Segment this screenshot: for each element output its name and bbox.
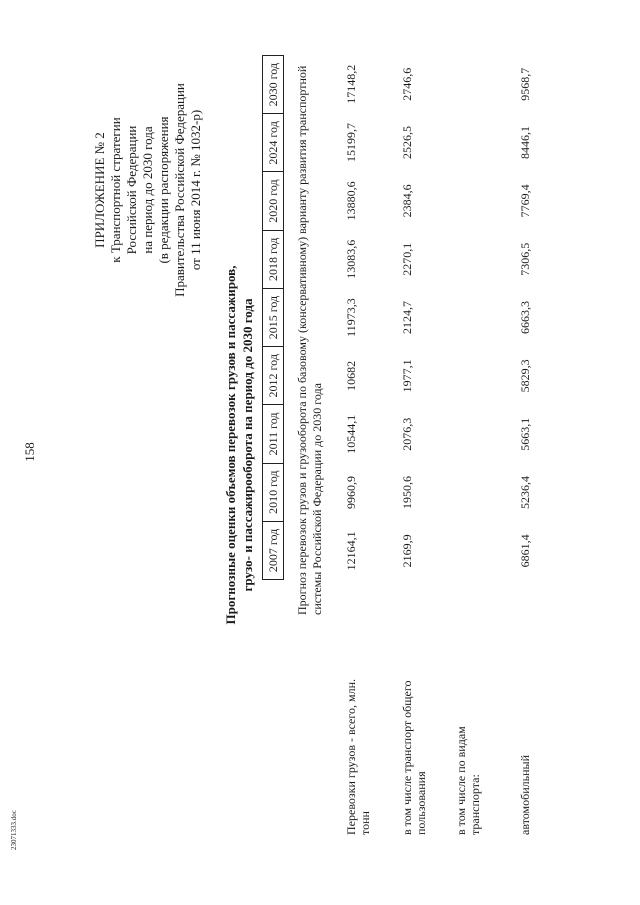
title-line-2: грузо- и пассажирооборота на период до 2030 года xyxy=(240,298,255,592)
table-cell: 10544,1 xyxy=(344,414,358,454)
table-cell: 2076,3 xyxy=(400,417,414,451)
year-header-cell: 2011 год xyxy=(263,404,283,462)
table-cell: 2270,1 xyxy=(400,242,414,276)
table-cell: 6861,4 xyxy=(518,534,532,568)
year-header-cell: 2030 год xyxy=(263,55,283,113)
table-cell: 10682 xyxy=(344,360,358,391)
appendix-header xyxy=(92,60,204,320)
table-cell: 9960,9 xyxy=(344,476,358,510)
row-label: в том числе по видам транспорта: xyxy=(454,726,482,835)
row-values xyxy=(344,55,359,580)
row-values xyxy=(518,55,533,580)
year-header-cell: 2007 год xyxy=(263,521,283,579)
year-header-cell: 2024 год xyxy=(263,113,283,171)
table-cell: 15199,7 xyxy=(344,123,358,163)
table-cell: 5829,3 xyxy=(518,359,532,393)
year-header-cell: 2012 год xyxy=(263,346,283,404)
row-values xyxy=(400,55,415,580)
table-cell: 5663,1 xyxy=(518,417,532,451)
table-cell: 1950,6 xyxy=(400,476,414,510)
document-id: 23071333.doc xyxy=(10,810,18,850)
table-cell: 7769,4 xyxy=(518,184,532,218)
appendix-line: ПРИЛОЖЕНИЕ № 2 xyxy=(92,132,107,248)
table-subheading: Прогноз перевозок грузов и грузооборота по базовому (консервативному) варианту развития транспортной системы Российской Федерации до 2030 года xyxy=(295,65,324,615)
page-number: 158 xyxy=(22,442,37,462)
table-cell: 5236,4 xyxy=(518,476,532,510)
table-cell: 1977,1 xyxy=(400,359,414,393)
appendix-line: Российской Федерации xyxy=(124,125,139,255)
table-cell: 7306,5 xyxy=(518,242,532,276)
appendix-line: на период до 2030 года xyxy=(140,126,155,254)
appendix-line: Правительства Российской Федерации xyxy=(172,83,187,297)
year-header-cell: 2010 год xyxy=(263,463,283,521)
table-cell: 13880,6 xyxy=(344,181,358,221)
table-cell: 12164,1 xyxy=(344,531,358,571)
table-cell: 2124,7 xyxy=(400,301,414,335)
row-label: Перевозки грузов - всего, млн. тонн xyxy=(344,678,372,835)
row-label: в том числе транспорт общего пользования xyxy=(400,680,428,835)
row-label: автомобильный xyxy=(518,754,532,835)
document-title xyxy=(222,185,256,705)
table-cell: 2384,6 xyxy=(400,184,414,218)
appendix-line: от 11 июня 2014 г. № 1032-р) xyxy=(188,109,203,271)
year-header-cell: 2018 год xyxy=(263,230,283,288)
year-header-cell: 2020 год xyxy=(263,171,283,229)
table-cell: 8446,1 xyxy=(518,126,532,160)
year-header-cell: 2015 год xyxy=(263,288,283,346)
title-line-1: Прогнозные оценки объемов перевозок грузов и пассажиров, xyxy=(223,265,238,625)
table-cell: 9568,7 xyxy=(518,67,532,101)
table-cell: 11973,3 xyxy=(344,298,358,337)
table-cell: 2169,9 xyxy=(400,534,414,568)
table-header xyxy=(262,55,284,845)
table-cell: 13083,6 xyxy=(344,239,358,279)
table-cell: 2746,6 xyxy=(400,67,414,101)
table-cell: 2526,5 xyxy=(400,126,414,160)
table-cell: 6663,3 xyxy=(518,301,532,335)
table-cell: 17148,2 xyxy=(344,64,358,104)
appendix-line: (в редакции распоряжения xyxy=(156,116,171,264)
appendix-line: к Транспортной стратегии xyxy=(108,117,123,263)
year-header-row xyxy=(262,55,284,580)
